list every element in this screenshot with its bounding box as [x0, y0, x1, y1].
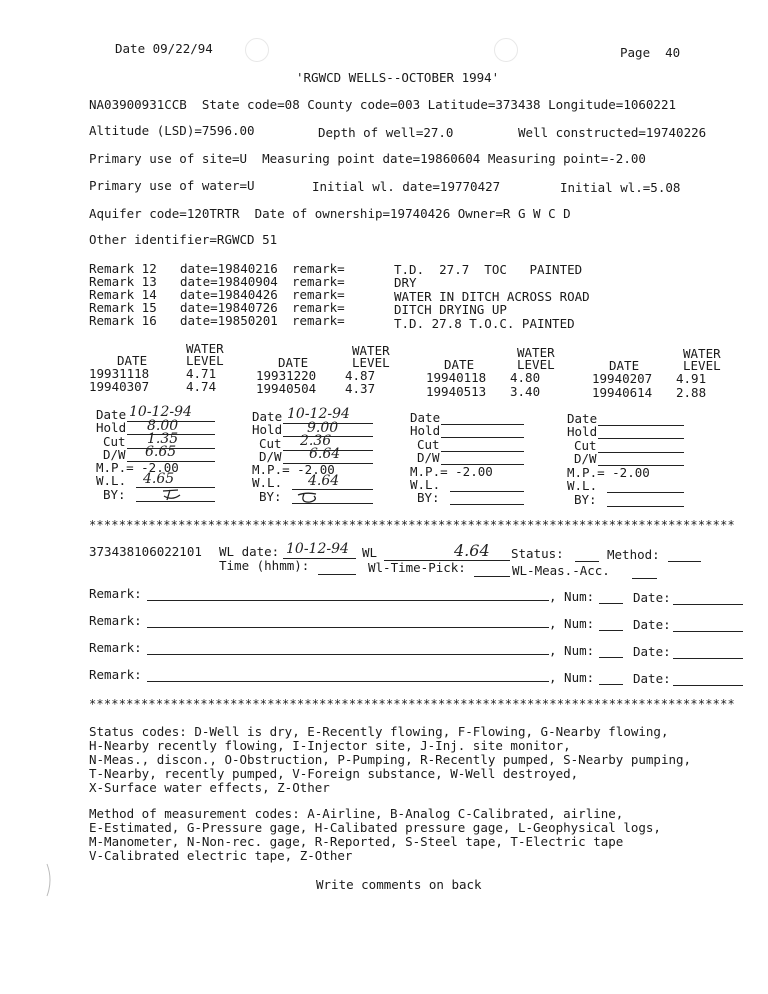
field-wl-line: [450, 491, 524, 492]
well-depth: Depth of well=27.0: [318, 125, 454, 140]
field-cut-label: Cut: [574, 438, 597, 453]
field-cut-value: 2.36: [300, 433, 332, 449]
entry-method-line: [668, 561, 701, 562]
method-codes-line: V-Calibrated electric tape, Z-Other: [89, 848, 353, 863]
remark-label: Remark 16: [89, 313, 157, 328]
field-date-value: 10-12-94: [287, 406, 350, 422]
entry-pick-line: [474, 576, 510, 577]
status-codes-line: Status codes: D-Well is dry, E-Recently flowing, F-Flowing, G-Nearby flowing,: [89, 724, 669, 739]
remark-text: T.D. 27.8 T.O.C. PAINTED: [394, 316, 575, 331]
field-cut-line: [441, 451, 524, 452]
status-codes-line: H-Nearby recently flowing, I-Injector site, J-Inj. site monitor,: [89, 738, 571, 753]
field-dw-label: D/W: [259, 449, 282, 464]
remark-num-line[interactable]: [599, 684, 623, 685]
level-header: LEVEL: [186, 353, 224, 368]
field-hold-label: Hold: [410, 423, 441, 438]
field-hold-line: [598, 438, 684, 439]
remark-date-line[interactable]: [673, 604, 743, 605]
level-date: 19940207: [592, 371, 653, 386]
remark-key: remark=: [292, 300, 345, 315]
entry-wl-label: WL: [362, 545, 378, 560]
method-codes-line: Method of measurement codes: A-Airline, B-Analog C-Calibrated, airline,: [89, 806, 624, 821]
field-mp: M.P.= -2.00: [96, 460, 179, 475]
level-date: 19940118: [426, 370, 487, 385]
level-value: 4.80: [510, 370, 541, 385]
level-value: 3.40: [510, 384, 541, 399]
entry-time-label: Time (hhmm):: [219, 558, 310, 573]
remark-line-date-label: Date:: [633, 617, 671, 632]
signature-initials: [296, 491, 320, 505]
field-date-value: 10-12-94: [129, 404, 192, 420]
footer-note: Write comments on back: [316, 877, 482, 892]
date-header: DATE: [117, 353, 148, 368]
level-value: 4.91: [676, 371, 707, 386]
field-hold-value: 9.00: [307, 420, 339, 436]
remark-date-line[interactable]: [673, 658, 743, 659]
level-value: 4.74: [186, 379, 217, 394]
primary-use-water: Primary use of water=U: [89, 178, 255, 193]
punch-hole: [245, 38, 269, 62]
level-date: 19940513: [426, 384, 487, 399]
method-codes-line: M-Manometer, N-Non-rec. gage, R-Reported, S-Steel tape, T-Electric tape: [89, 834, 624, 849]
level-value: 2.88: [676, 385, 707, 400]
remark-key: remark=: [292, 261, 345, 276]
field-hold-value: 8.00: [147, 418, 179, 434]
method-codes-line: E-Estimated, G-Pressure gage, H-Calibated pressure gage, L-Geophysical logs,: [89, 820, 661, 835]
field-wl-label: W.L.: [567, 478, 598, 493]
field-by-label: BY:: [574, 492, 597, 507]
site-id-line: NA03900931CCB State code=08 County code=003 Latitude=373438 Longitude=1060221: [89, 97, 676, 112]
field-date-line: [598, 425, 684, 426]
field-dw-value: 6.64: [309, 446, 341, 462]
entry-wl-value: 4.64: [454, 541, 490, 560]
field-by-line: [450, 504, 524, 505]
entry-acc-line: [632, 578, 657, 579]
entry-acc-label: WL-Meas.-Acc.: [512, 563, 610, 578]
well-constructed: Well constructed=19740226: [518, 125, 707, 140]
field-hold-label: Hold: [567, 424, 598, 439]
remark-num-line[interactable]: [599, 630, 623, 631]
remark-text: T.D. 27.7 TOC PAINTED: [394, 262, 583, 277]
entry-status-label: Status:: [511, 546, 564, 561]
remark-line-num-label: , Num:: [549, 616, 595, 631]
field-cut-label: Cut: [417, 437, 440, 452]
field-wl-label: W.L.: [410, 477, 441, 492]
remark-date: date=19850201: [180, 313, 278, 328]
field-wl-label: W.L.: [96, 473, 127, 488]
remark-line-label: Remark:: [89, 667, 142, 682]
level-date: 19940504: [256, 381, 317, 396]
initial-wl-date: Initial wl. date=19770427: [312, 179, 501, 194]
remark-line[interactable]: [147, 627, 549, 628]
entry-wl-date-value: 10-12-94: [286, 541, 349, 557]
remark-line-date-label: Date:: [633, 644, 671, 659]
field-mp: M.P.= -2.00: [252, 462, 335, 477]
level-header: LEVEL: [517, 357, 555, 372]
water-header: WATER: [186, 341, 224, 356]
field-hold-line: [441, 437, 524, 438]
remark-date: date=19840904: [180, 274, 278, 289]
field-mp: M.P.= -2.00: [567, 465, 650, 480]
level-date: 19931118: [89, 366, 150, 381]
date-header: DATE: [278, 355, 309, 370]
remark-line[interactable]: [147, 654, 549, 655]
entry-pick-label: Wl-Time-Pick:: [368, 560, 466, 575]
field-cut-label: Cut: [259, 436, 282, 451]
entry-site-id: 373438106022101: [89, 544, 202, 559]
remark-date: date=19840726: [180, 300, 278, 315]
field-cut-label: Cut: [103, 434, 126, 449]
remark-line-num-label: , Num:: [549, 589, 595, 604]
remark-line[interactable]: [147, 600, 549, 601]
remark-label: Remark 12: [89, 261, 157, 276]
remark-text: DRY: [394, 275, 417, 290]
report-date: Date 09/22/94: [115, 41, 213, 56]
remark-key: remark=: [292, 274, 345, 289]
remark-line-num-label: , Num:: [549, 643, 595, 658]
entry-status-line: [575, 561, 599, 562]
field-wl-label: W.L.: [252, 475, 283, 490]
field-date-label: Date: [567, 411, 598, 426]
remark-line-label: Remark:: [89, 613, 142, 628]
level-date: 19940614: [592, 385, 653, 400]
primary-use-site: Primary use of site=U Measuring point date=19860604 Measuring point=-2.00: [89, 151, 646, 166]
margin-mark: [44, 862, 54, 898]
punch-hole: [494, 38, 518, 62]
remark-line[interactable]: [147, 681, 549, 682]
signature-initials: [160, 488, 184, 502]
field-dw-label: D/W: [417, 450, 440, 465]
initial-wl: Initial wl.=5.08: [560, 180, 681, 195]
aquifer-code: Aquifer code=120TRTR Date of ownership=19740426 Owner=R G W C D: [89, 206, 571, 221]
field-hold-label: Hold: [96, 420, 127, 435]
field-dw-label: D/W: [574, 451, 597, 466]
entry-time-line: [318, 574, 356, 575]
level-date: 19931220: [256, 368, 317, 383]
level-value: 4.37: [345, 381, 376, 396]
field-wl-value: 4.65: [143, 471, 175, 487]
field-by-line: [607, 506, 684, 507]
remark-num-line[interactable]: [599, 603, 623, 604]
field-dw-label: D/W: [103, 447, 126, 462]
field-cut-value: 1.35: [147, 431, 179, 447]
level-header: LEVEL: [683, 358, 721, 373]
level-date: 19940307: [89, 379, 150, 394]
altitude: Altitude (LSD)=7596.00: [89, 123, 255, 138]
remark-num-line[interactable]: [599, 657, 623, 658]
water-header: WATER: [683, 346, 721, 361]
field-by-label: BY:: [259, 489, 282, 504]
entry-method-label: Method:: [607, 547, 660, 562]
separator: ***************************************************************************************: [89, 698, 735, 710]
page-number: Page 40: [620, 45, 681, 60]
remark-line-label: Remark:: [89, 586, 142, 601]
remark-date: date=19840216: [180, 261, 278, 276]
field-by-label: BY:: [417, 490, 440, 505]
remark-date: date=19840426: [180, 287, 278, 302]
other-identifier: Other identifier=RGWCD 51: [89, 232, 278, 247]
water-header: WATER: [352, 343, 390, 358]
field-wl-line: [292, 489, 373, 490]
status-codes-line: X-Surface water effects, Z-Other: [89, 780, 330, 795]
remark-key: remark=: [292, 313, 345, 328]
remark-line-label: Remark:: [89, 640, 142, 655]
field-wl-line: [607, 492, 684, 493]
remark-label: Remark 15: [89, 300, 157, 315]
date-header: DATE: [609, 358, 640, 373]
date-header: DATE: [444, 357, 475, 372]
status-codes-line: N-Meas., discon., O-Obstruction, P-Pumping, R-Recently pumped, S-Nearby pumping,: [89, 752, 692, 767]
field-date-label: Date: [252, 409, 283, 424]
remark-text: DITCH DRYING UP: [394, 302, 507, 317]
field-hold-label: Hold: [252, 422, 283, 437]
water-header: WATER: [517, 345, 555, 360]
remark-key: remark=: [292, 287, 345, 302]
remark-label: Remark 13: [89, 274, 157, 289]
remark-line-num-label: , Num:: [549, 670, 595, 685]
remark-date-line[interactable]: [673, 631, 743, 632]
field-wl-value: 4.64: [308, 473, 340, 489]
field-date-label: Date: [410, 410, 441, 425]
level-header: LEVEL: [352, 355, 390, 370]
field-by-label: BY:: [103, 487, 126, 502]
separator: ***************************************************************************************: [89, 519, 735, 531]
field-dw-value: 6.65: [145, 444, 177, 460]
entry-wl-date-label: WL date:: [219, 544, 280, 559]
field-cut-line: [598, 452, 684, 453]
remark-line-date-label: Date:: [633, 590, 671, 605]
remark-line-date-label: Date:: [633, 671, 671, 686]
remark-label: Remark 14: [89, 287, 157, 302]
report-title: 'RGWCD WELLS--OCTOBER 1994': [296, 70, 500, 85]
field-date-line: [441, 424, 524, 425]
field-mp: M.P.= -2.00: [410, 464, 493, 479]
level-value: 4.87: [345, 368, 376, 383]
remark-date-line[interactable]: [673, 685, 743, 686]
field-date-label: Date: [96, 407, 127, 422]
level-value: 4.71: [186, 366, 217, 381]
remark-text: WATER IN DITCH ACROSS ROAD: [394, 289, 590, 304]
status-codes-line: T-Nearby, recently pumped, V-Foreign substance, W-Well destroyed,: [89, 766, 579, 781]
